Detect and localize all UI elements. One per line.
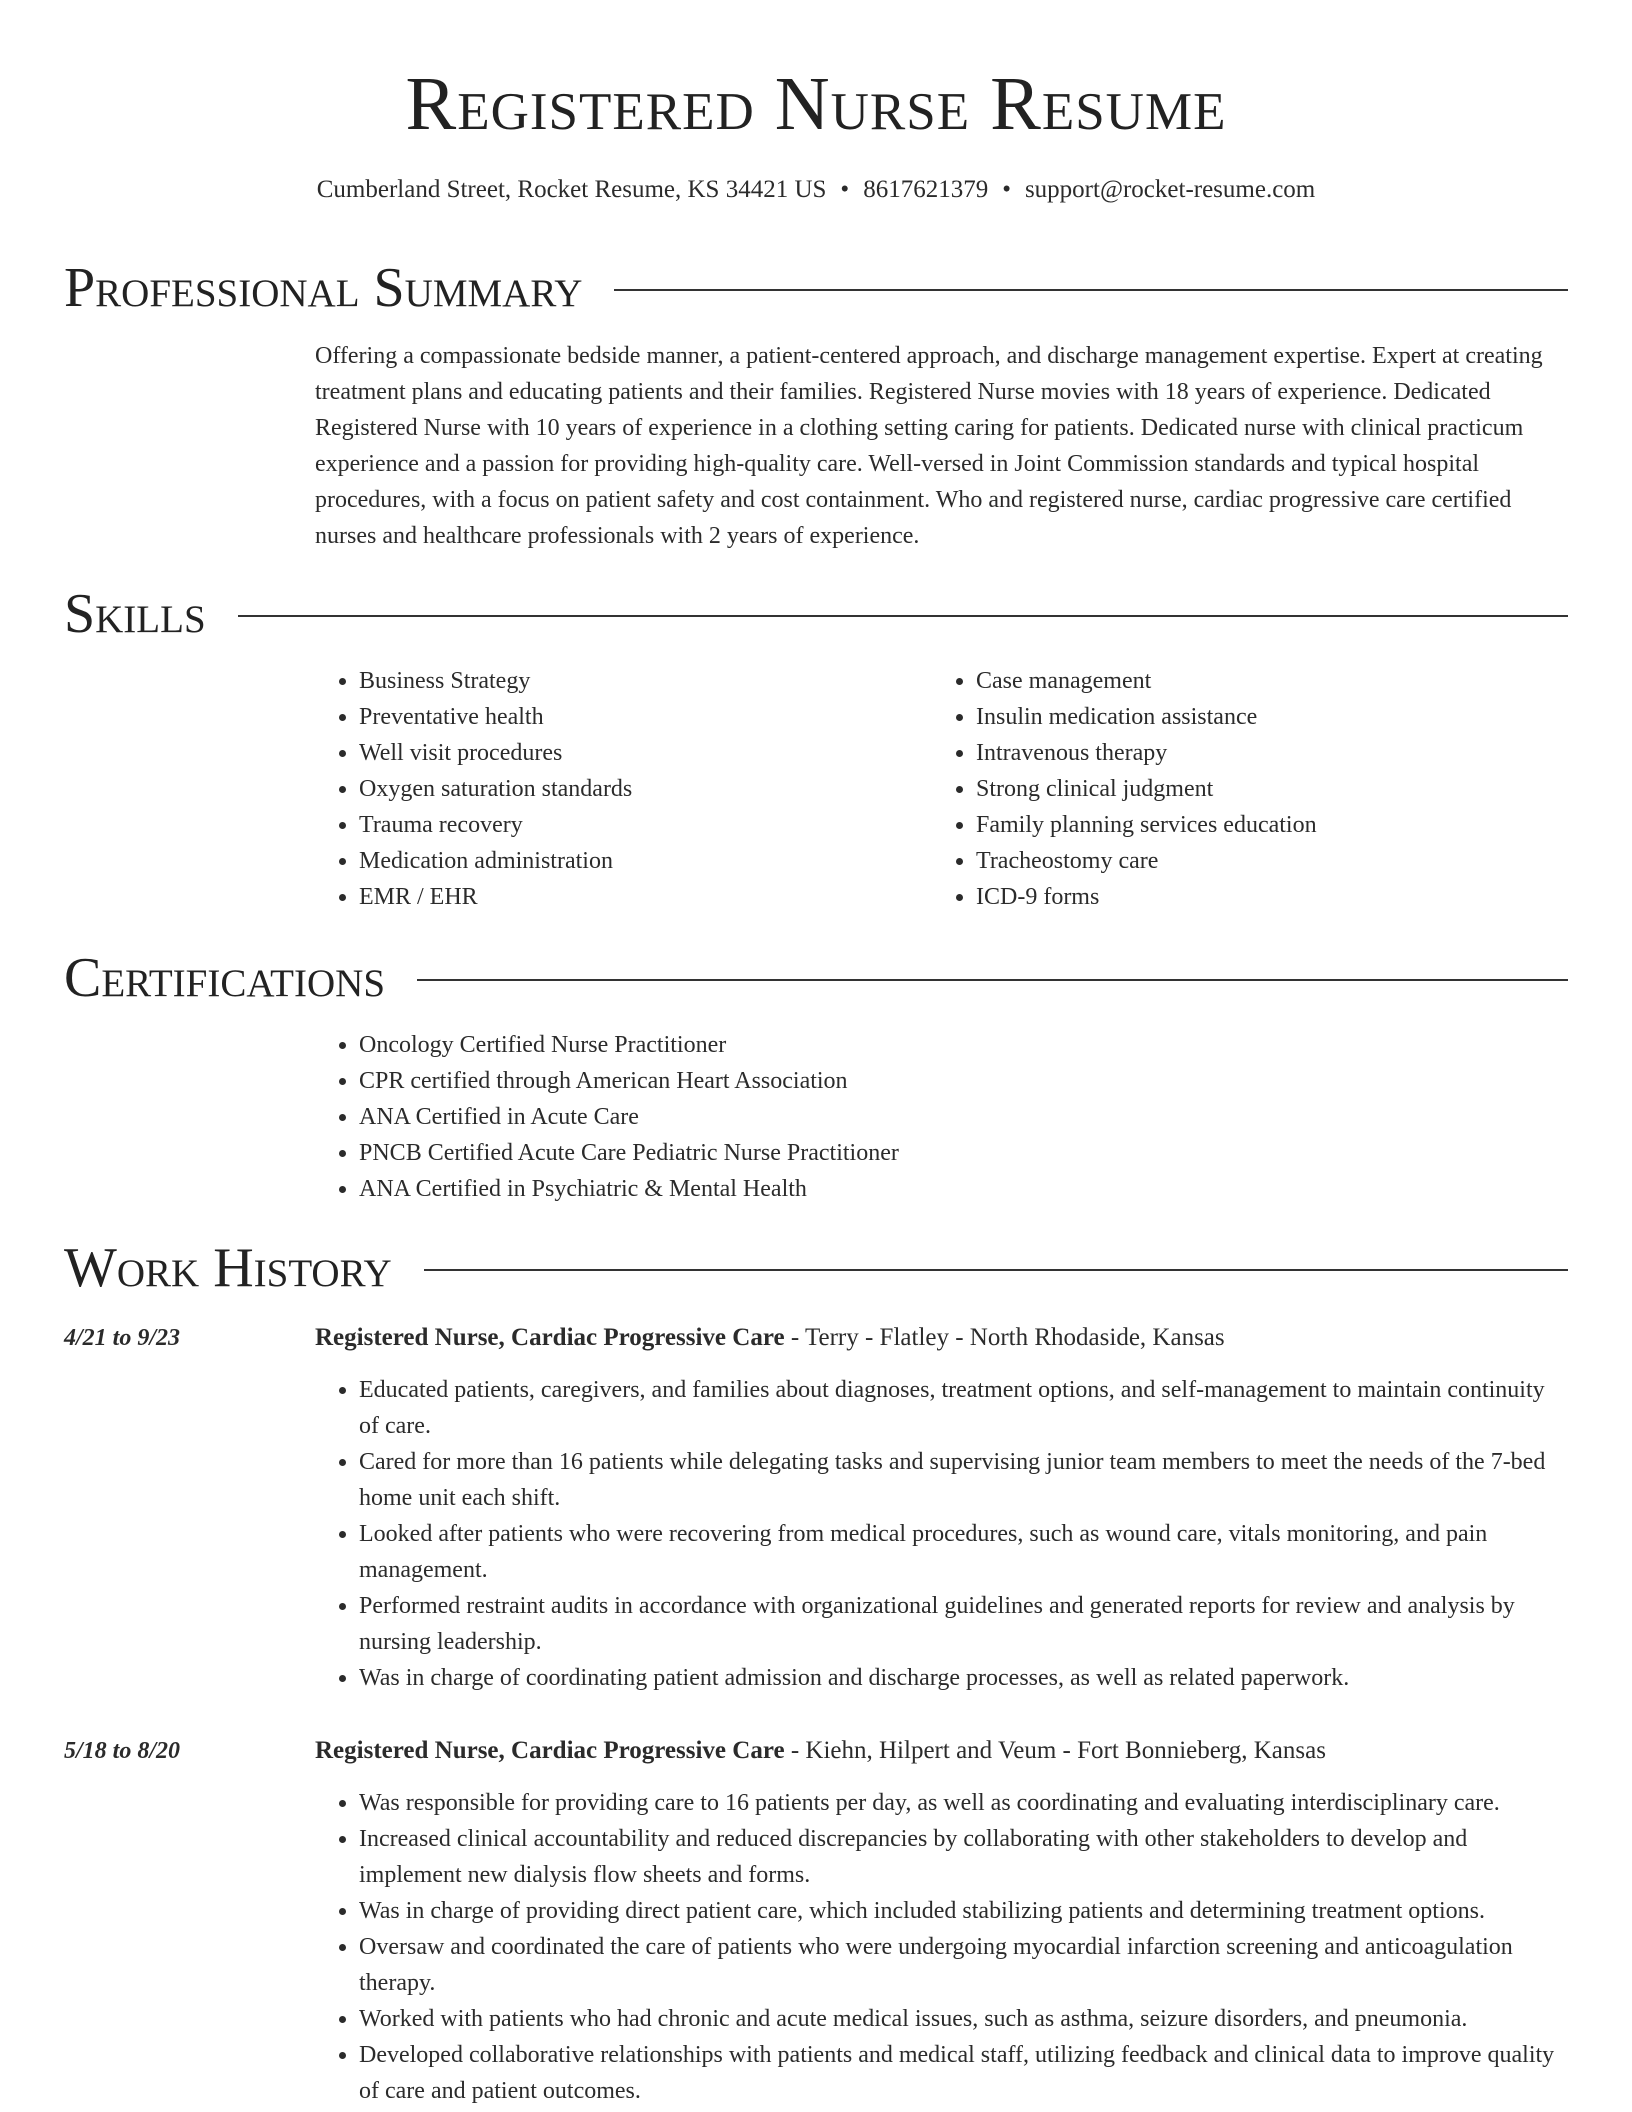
certification-item: • ANA Certified in Acute Care bbox=[359, 1099, 1575, 1135]
certification-item: • PNCB Certified Acute Care Pediatric Nurse Practitioner bbox=[359, 1135, 1575, 1171]
resume-title: Registered Nurse Resume bbox=[405, 62, 1227, 146]
certification-item: • Oncology Certified Nurse Practitioner bbox=[359, 1027, 1575, 1063]
skill-item: • Case management bbox=[976, 663, 1572, 699]
skill-item: • Intravenous therapy bbox=[976, 735, 1572, 771]
skill-item: • Strong clinical judgment bbox=[976, 771, 1572, 807]
skills-left-list bbox=[315, 663, 915, 915]
job-role: Registered Nurse, Cardiac Progressive Care bbox=[315, 1737, 785, 1764]
certification-item: • ANA Certified in Psychiatric & Mental Health bbox=[359, 1171, 1575, 1207]
job-bullets-wrap bbox=[315, 1785, 1568, 2109]
job-bullet: • Performed restraint audits in accordance with organizational guidelines and generated reports for review and analysis by nursing leadership. bbox=[359, 1588, 1568, 1660]
skill-item: • Tracheostomy care bbox=[976, 843, 1572, 879]
summary-heading: Professional Summary bbox=[64, 257, 583, 319]
skill-item: • Business Strategy bbox=[359, 663, 915, 699]
job-bullet: • Oversaw and coordinated the care of patients who were undergoing myocardial infarction screening and anticoagulation therapy. bbox=[359, 1929, 1568, 2001]
skills-heading: Skills bbox=[64, 583, 206, 645]
work-history-section-header bbox=[64, 1238, 1568, 1298]
contact-line bbox=[0, 174, 1632, 206]
certifications-list-wrap bbox=[315, 1027, 1575, 1207]
job-bullet: • Was in charge of providing direct patient care, which included stabilizing patients and determining treatment options. bbox=[359, 1893, 1568, 1929]
job-bullets bbox=[315, 1785, 1568, 2109]
contact-address: Cumberland Street, Rocket Resume, KS 34421 US bbox=[316, 176, 827, 203]
skill-item: • Well visit procedures bbox=[359, 735, 915, 771]
job-bullet: • Developed collaborative relationships with patients and medical staff, utilizing feedback and clinical data to improve quality of care and patient outcomes. bbox=[359, 2037, 1568, 2109]
skill-item: • Insulin medication assistance bbox=[976, 699, 1572, 735]
contact-email: support@rocket-resume.com bbox=[1024, 176, 1316, 203]
job-title-line bbox=[315, 1733, 1568, 1769]
job-role: Registered Nurse, Cardiac Progressive Care bbox=[315, 1324, 785, 1351]
job-dates: 5/18 to 8/20 bbox=[64, 1738, 181, 1764]
job-bullet: • Increased clinical accountability and reduced discrepancies by collaborating with other stakeholders to develop and implement new dialysis flow sheets and forms. bbox=[359, 1821, 1568, 1893]
summary-text: Offering a compassionate bedside manner, a patient-centered approach, and discharge management expertise. Expert at creating treatment plans and educating patients and their families. Registered Nurse movies with 18 years of experience. Dedicated Registered Nurse with 10 years of experience in a clothing setting caring for patients. Dedicated nurse with clinical practicum experience and a passion for providing high-quality care. Well-versed in Joint Commission standards and typical hospital procedures, with a focus on patient safety and cost containment. Who and registered nurse, cardiac progressive care certified nurses and healthcare professionals with 2 years of experience. bbox=[315, 343, 1543, 549]
skill-item: • Family planning services education bbox=[976, 807, 1572, 843]
section-divider bbox=[238, 615, 1568, 617]
contact-separator: • bbox=[1002, 176, 1011, 203]
section-divider bbox=[417, 979, 1568, 981]
skill-item: • Preventative health bbox=[359, 699, 915, 735]
job-employer: - Terry - Flatley - North Rhodaside, Kansas bbox=[784, 1324, 1225, 1351]
work-history-heading: Work History bbox=[64, 1237, 392, 1299]
job-bullet: • Was in charge of coordinating patient admission and discharge processes, as well as related paperwork. bbox=[359, 1660, 1568, 1696]
skills-right-column bbox=[932, 663, 1572, 915]
skills-left-column bbox=[315, 663, 915, 915]
certifications-heading: Certifications bbox=[64, 947, 386, 1009]
job-employer: - Kiehn, Hilpert and Veum - Fort Bonnieberg, Kansas bbox=[784, 1737, 1326, 1764]
skill-item: • EMR / EHR bbox=[359, 879, 915, 915]
job-bullet: • Was responsible for providing care to 16 patients per day, as well as coordinating and evaluating interdisciplinary care. bbox=[359, 1785, 1568, 1821]
skill-item: • ICD-9 forms bbox=[976, 879, 1572, 915]
skill-item: • Trauma recovery bbox=[359, 807, 915, 843]
skill-item: • Medication administration bbox=[359, 843, 915, 879]
skills-section-header bbox=[64, 584, 1568, 644]
job-bullet: • Worked with patients who had chronic and acute medical issues, such as asthma, seizure disorders, and pneumonia. bbox=[359, 2001, 1568, 2037]
job-bullet: • Educated patients, caregivers, and families about diagnoses, treatment options, and self-management to maintain continuity of care. bbox=[359, 1372, 1568, 1444]
job-bullets bbox=[315, 1372, 1568, 1696]
certification-item: • CPR certified through American Heart Association bbox=[359, 1063, 1575, 1099]
contact-separator: • bbox=[840, 176, 850, 203]
contact-phone: 8617621379 bbox=[863, 176, 989, 203]
job-dates: 4/21 to 9/23 bbox=[64, 1325, 181, 1351]
certifications-section-header bbox=[64, 948, 1568, 1008]
skills-right-list bbox=[932, 663, 1572, 915]
job-bullets-wrap bbox=[315, 1372, 1568, 1696]
job-title-line bbox=[315, 1320, 1568, 1356]
section-divider bbox=[424, 1269, 1568, 1271]
skill-item: • Oxygen saturation standards bbox=[359, 771, 915, 807]
certifications-list bbox=[315, 1027, 1575, 1207]
job-bullet: • Cared for more than 16 patients while delegating tasks and supervising junior team members to meet the needs of the 7-bed home unit each shift. bbox=[359, 1444, 1568, 1516]
section-divider bbox=[614, 289, 1568, 291]
summary-section-header bbox=[64, 258, 1568, 318]
job-bullet: • Looked after patients who were recovering from medical procedures, such as wound care, vitals monitoring, and pain management. bbox=[359, 1516, 1568, 1588]
